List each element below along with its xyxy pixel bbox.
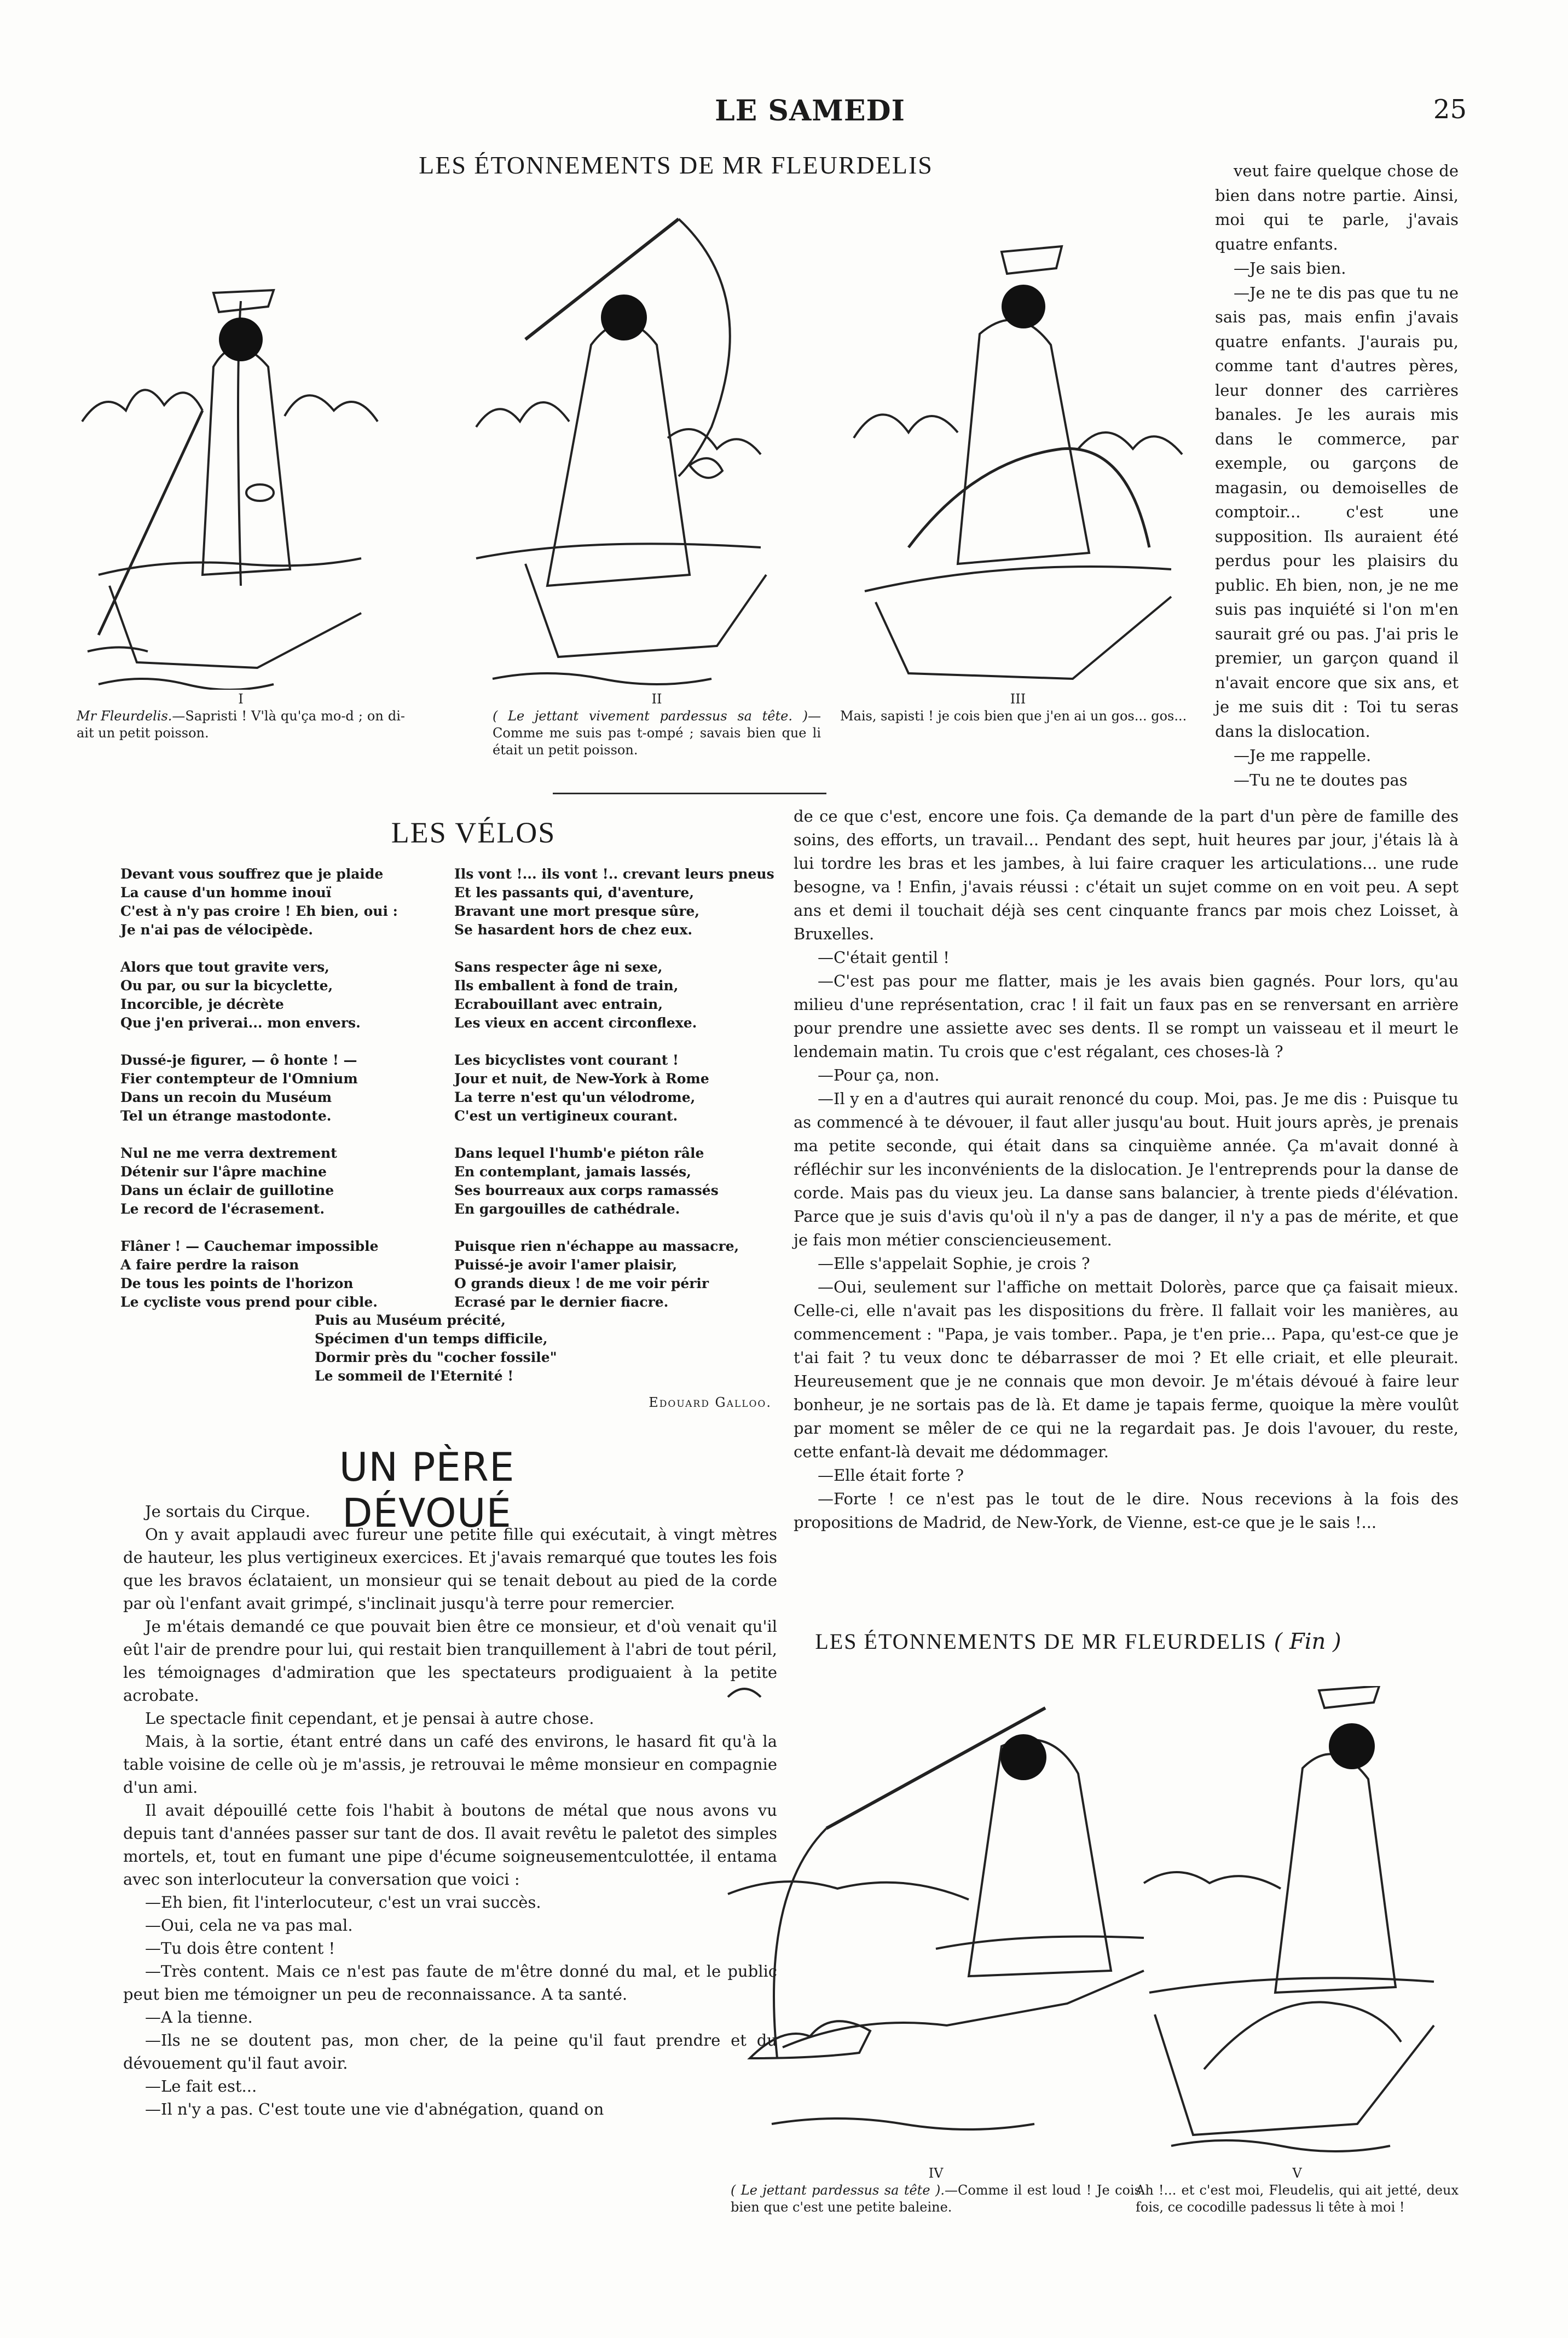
comic-panel-4-illustration bbox=[717, 1664, 1166, 2157]
caption-text: Comme me suis pas t-ompé ; savais bien que li était un petit poisson. bbox=[493, 725, 821, 758]
story-paragraph: —Elle était forte ? bbox=[818, 1466, 964, 1485]
poem-line: Le sommeil de l'Eternité ! bbox=[315, 1368, 514, 1384]
poem-line: Ils emballent à fond de train, bbox=[454, 978, 679, 994]
poem-line: Le cycliste vous prend pour cible. bbox=[120, 1294, 378, 1310]
poem-line: Se hasardent hors de chez eux. bbox=[454, 922, 693, 938]
comic-caption-4 bbox=[731, 2165, 1141, 2216]
poem-stanza bbox=[454, 958, 783, 1032]
panel-number: I bbox=[238, 691, 244, 707]
poem-stanza bbox=[454, 1144, 783, 1219]
strip-title-text: LES ÉTONNEMENTS DE MR FLEURDELIS bbox=[815, 1629, 1267, 1654]
poem-line: En gargouilles de cathédrale. bbox=[454, 1201, 680, 1217]
poem-line: Alors que tout gravite vers, bbox=[120, 959, 329, 975]
story-paragraph: —Oui, seulement sur l'affiche on mettait Dolorès, parce que ça faisait mieux. Celle-ci, elle n'avait pas les dispositions du frère. Il fallait voir les manières, au commencement : "Papa, je vais tomber.. Papa, je t'en prie... Papa, qu'est-ce que je t'ai fait ? tu veux donc te débarrasser de moi ? Et elle criait, et elle pleurait. Heureusement que je ne connais que mon devoir. Je m'étais dévoué à faire leur bonheur, je ne sortais pas de là. Et dame je tapais ferme, quoique la mère voulût par moment se mêler de ce qui ne la regardait pas. Je dois l'avouer, du reste, cette enfant-là devait me dédommager. bbox=[794, 1278, 1459, 1461]
poem-final-stanza bbox=[315, 1311, 599, 1390]
poem-line: Puissé-je avoir l'amer plaisir, bbox=[454, 1257, 678, 1273]
story-paragraph: —Je ne te dis pas que tu ne sais pas, mais enfin j'avais quatre enfants. J'aurais pu, comme tant d'autres pères, leur donner des carrières banales. Je les aurais mis dans le commerce, par exemple, ou garçons de magasin, ou demoiselles de comptoir... c'est une supposition. Ils auraient été perdus pour les plaisirs du public. Eh bien, non, je ne me suis pas inquiété si l'on m'en saurait gré ou pas. J'ai pris le premier, un garçon quand il n'avait encore que six ans, et je me suis dit : Toi tu seras dans la dislocation. bbox=[1215, 283, 1459, 741]
panel-number: II bbox=[651, 691, 662, 707]
comic-panel-2-illustration bbox=[460, 208, 777, 690]
poem-line: Ou par, ou sur la bicyclette, bbox=[120, 978, 333, 994]
poem-line: Sans respecter âge ni sexe, bbox=[454, 959, 663, 975]
poem-line: Dans lequel l'humb'e piéton râle bbox=[454, 1145, 704, 1161]
poem-line: La cause d'un homme inouï bbox=[120, 885, 332, 900]
poem-line: Puis au Muséum précité, bbox=[315, 1312, 506, 1328]
poem-line: De tous les points de l'horizon bbox=[120, 1275, 354, 1291]
caption-text: Mais, sapisti ! je cois bien que j'en ai un gos... gos... bbox=[840, 708, 1187, 724]
story-paragraph: —Oui, cela ne va pas mal. bbox=[145, 1916, 353, 1935]
poem-line: C'est à n'y pas croire ! Eh bien, oui : bbox=[120, 903, 398, 919]
caption-text: —Sapristi ! V'là qu'ça mo-d ; on di-ait un petit poisson. bbox=[77, 708, 406, 741]
caption-speaker: Mr Fleurdelis. bbox=[77, 708, 172, 724]
poem-line: Et les passants qui, d'aventure, bbox=[454, 885, 695, 900]
story-paragraph: —Il n'y a pas. C'est toute une vie d'abnégation, quand on bbox=[145, 2100, 604, 2118]
poem-line: Spécimen d'un temps difficile, bbox=[315, 1331, 548, 1347]
caption-direction: ( Le jettant vivement pardessus sa tête. )— bbox=[493, 708, 821, 724]
story-left-column bbox=[123, 1500, 777, 2121]
poem-line: A faire perdre la raison bbox=[120, 1257, 299, 1273]
poem-line: C'est un vertigineux courant. bbox=[454, 1108, 678, 1124]
newspaper-title: LE SAMEDI bbox=[715, 94, 905, 128]
poem-line: Les bicyclistes vont courant ! bbox=[454, 1052, 679, 1068]
story-paragraph: —Tu dois être content ! bbox=[145, 1939, 335, 1958]
poem-line: Ecrasé par le dernier fiacre. bbox=[454, 1294, 669, 1310]
page-number: 25 bbox=[1433, 94, 1467, 125]
comic-panel-1-illustration bbox=[77, 235, 383, 690]
poem-line: Bravant une mort presque sûre, bbox=[454, 903, 700, 919]
comic-caption-2 bbox=[493, 691, 821, 759]
story-paragraph: —C'était gentil ! bbox=[818, 948, 950, 967]
story-paragraph: Le spectacle finit cependant, et je pensai à autre chose. bbox=[145, 1709, 594, 1728]
poem-line: Dussé-je figurer, — ô honte ! — bbox=[120, 1052, 357, 1068]
poem-stanza bbox=[454, 865, 783, 939]
story-paragraph: On y avait applaudi avec fureur une petite fille qui exécutait, à vingt mètres de hauteur, les plus vertigineux exercices. Et j'avais remarqué que toutes les fois que les bravos éclataient, un monsieur qui se tenait debout au pied de la corde par où l'enfant avait grimpé, s'inclinait jusqu'à terre pour remercier. bbox=[123, 1525, 777, 1613]
section-divider bbox=[553, 793, 826, 794]
poem-line: Ses bourreaux aux corps ramassés bbox=[454, 1182, 719, 1198]
story-paragraph: —Très content. Mais ce n'est pas faute de m'être donné du mal, et le public peut bien me témoigner un peu de reconnaissance. A ta santé. bbox=[123, 1962, 777, 2004]
story-paragraph: —Je me rappelle. bbox=[1234, 746, 1372, 765]
poem-line: Le record de l'écrasement. bbox=[120, 1201, 325, 1217]
comic-strip-title: LES ÉTONNEMENTS DE MR FLEURDELIS bbox=[419, 151, 933, 179]
story-paragraph: —Pour ça, non. bbox=[818, 1066, 940, 1084]
poem-line: Dans un recoin du Muséum bbox=[120, 1089, 332, 1105]
poem-line: Je n'ai pas de vélocipède. bbox=[120, 922, 314, 938]
story-paragraph: —Eh bien, fit l'interlocuteur, c'est un vrai succès. bbox=[145, 1893, 541, 1912]
comic-panel-5-illustration bbox=[1138, 1686, 1445, 2162]
story-paragraph: —Il y en a d'autres qui aurait renoncé du coup. Moi, pas. Je me dis : Puisque tu as commencé à te dévouer, il faut aller jusqu'au bout. Huit jours après, je prenais ma petite seconde, qui était dans sa cinquième année. Ça m'avait donné à réfléchir sur les inconvénients de la dislocation. Je l'entreprends pour la danse de corde. Mais pas du vieux jeu. La danse sans balancier, à trente pieds d'élévation. Parce que je suis d'avis qu'où il n'y a pas de danger, il n'y a pas de mérite, et que je fais mon métier consciencieusement. bbox=[794, 1089, 1459, 1249]
poem-line: Fier contempteur de l'Omnium bbox=[120, 1071, 358, 1087]
poem-stanza bbox=[120, 1237, 427, 1312]
story-paragraph: —A la tienne. bbox=[145, 2008, 253, 2027]
poem-line: La terre n'est qu'un vélodrome, bbox=[454, 1089, 696, 1105]
poem-line: Incorcible, je décrète bbox=[120, 996, 284, 1012]
poem-line: Nul ne me verra dextrement bbox=[120, 1145, 337, 1161]
story-paragraph: Je m'étais demandé ce que pouvait bien être ce monsieur, et d'où venait qu'il eût l'air de prendre pour lui, qui restait bien tranquillement à l'abri de tout péril, les témoignages d'admiration que les spectateurs prodiguaient à la petite acrobate. bbox=[123, 1617, 777, 1705]
poem-line: Dans un éclair de guillotine bbox=[120, 1182, 334, 1198]
poem-line: Ecrabouillant avec entrain, bbox=[454, 996, 663, 1012]
story-paragraph: Il avait dépouillé cette fois l'habit à boutons de métal que nous avons vu depuis tant d'années passer sur tant de dos. Il avait revêtu le paletot des simples mortels, et, tout en fumant une pipe d'écume soigneusementculottée, il entama avec son interlocuteur la conversation que voici : bbox=[123, 1801, 777, 1889]
poem-stanza bbox=[120, 1051, 427, 1125]
panel-number: V bbox=[1292, 2166, 1302, 2181]
poem-line: Détenir sur l'âpre machine bbox=[120, 1164, 327, 1180]
story-paragraph: —Forte ! ce n'est pas le tout de le dire. Nous recevions à la fois des propositions de Madrid, de New-York, de Vienne, est-ce que je le sais !... bbox=[794, 1490, 1459, 1532]
poem-line: O grands dieux ! de me voir périr bbox=[454, 1275, 709, 1291]
poem-line: Puisque rien n'échappe au massacre, bbox=[454, 1238, 739, 1254]
story-paragraph: Je sortais du Cirque. bbox=[145, 1502, 310, 1521]
story-paragraph: Mais, à la sortie, étant entré dans un café des environs, le hasard fit qu'à la table voisine de celle où je m'assis, je retrouvai le même monsieur en compagnie d'un ami. bbox=[123, 1732, 777, 1797]
comic-strip-title-end bbox=[777, 1629, 1379, 1654]
poem-line: Que j'en priverai... mon envers. bbox=[120, 1015, 361, 1031]
story-right-top-column bbox=[1215, 159, 1459, 792]
story-paragraph: —Je sais bien. bbox=[1234, 259, 1346, 278]
poem-stanza bbox=[454, 1237, 783, 1312]
poem-stanza bbox=[120, 958, 427, 1032]
story-paragraph: —C'est pas pour me flatter, mais je les avais bien gagnés. Pour lors, qu'au milieu d'une représentation, crac ! il fait un faux pas en se renversant en arrière pour prendre une assiette avec ses dents. Il se rompt un vaisseau et il meurt le lendemain matin. Tu crois que c'est régalant, ces choses-là ? bbox=[794, 972, 1459, 1061]
comic-caption-1 bbox=[77, 691, 405, 742]
story-paragraph: de ce que c'est, encore une fois. Ça demande de la part d'un père de famille des soins, des efforts, un travail... Pendant des sept, huit heures par jour, j'étais là à lui tordre les bras et les jambes, à lui faire craquer les articulations... une rude besogne, va ! Enfin, j'avais réussi : c'était un sujet comme on en voit peu. A sept ans et demi il touchait déjà ses cent cinquante francs par mois chez Loisset, à Bruxelles. bbox=[794, 807, 1459, 943]
poem-title: LES VÉLOS bbox=[391, 816, 556, 849]
strip-title-suffix: ( Fin ) bbox=[1274, 1629, 1341, 1654]
comic-caption-3 bbox=[840, 691, 1196, 725]
poem-left-column bbox=[120, 865, 427, 1330]
poem-stanza bbox=[120, 865, 427, 939]
story-paragraph: —Ils ne se doutent pas, mon cher, de la peine qu'il faut prendre et du dévouement qu'il faut avoir. bbox=[123, 2031, 777, 2073]
poem-line: Jour et nuit, de New-York à Rome bbox=[454, 1071, 709, 1087]
story-paragraph: —Tu ne te doutes pas bbox=[1234, 770, 1408, 789]
poem-stanza bbox=[120, 1144, 427, 1219]
panel-number: IV bbox=[928, 2166, 944, 2181]
poem-stanza bbox=[454, 1051, 783, 1125]
caption-text: —Comme il est loud ! Je cois bien que c'est une petite baleine. bbox=[731, 2183, 1141, 2215]
comic-panel-3-illustration bbox=[843, 241, 1193, 690]
story-paragraph: —Elle s'appelait Sophie, je crois ? bbox=[818, 1254, 1090, 1273]
poem-line: Les vieux en accent circonflexe. bbox=[454, 1015, 697, 1031]
caption-direction: ( Le jettant pardessus sa tête ). bbox=[731, 2183, 945, 2198]
poem-right-column bbox=[454, 865, 783, 1330]
comic-caption-5 bbox=[1136, 2165, 1459, 2216]
panel-number: III bbox=[1010, 691, 1026, 707]
poem-stanza bbox=[315, 1311, 599, 1386]
story-paragraph: veut faire quelque chose de bien dans notre partie. Ainsi, moi qui te parle, j'avais quatre enfants. bbox=[1215, 161, 1459, 253]
story-title: UN PÈRE DÉVOUÉ bbox=[339, 1444, 515, 1536]
poem-line: Devant vous souffrez que je plaide bbox=[120, 866, 384, 882]
poem-line: Dormir près du "cocher fossile" bbox=[315, 1349, 557, 1365]
poem-line: Tel un étrange mastodonte. bbox=[120, 1108, 332, 1124]
poem-line: Ils vont !... ils vont !.. crevant leurs pneus bbox=[454, 866, 774, 882]
poem-line: Flâner ! — Cauchemar impossible bbox=[120, 1238, 379, 1254]
story-right-main-column bbox=[794, 805, 1459, 1534]
poem-line: En contemplant, jamais lassés, bbox=[454, 1164, 691, 1180]
story-paragraph: —Le fait est... bbox=[145, 2077, 257, 2095]
caption-text: Ah !... et c'est moi, Fleudelis, qui ait jetté, deux fois, ce cocodille padessus li tête à moi ! bbox=[1136, 2183, 1459, 2215]
poem-author: Edouard Galloo. bbox=[649, 1395, 772, 1410]
